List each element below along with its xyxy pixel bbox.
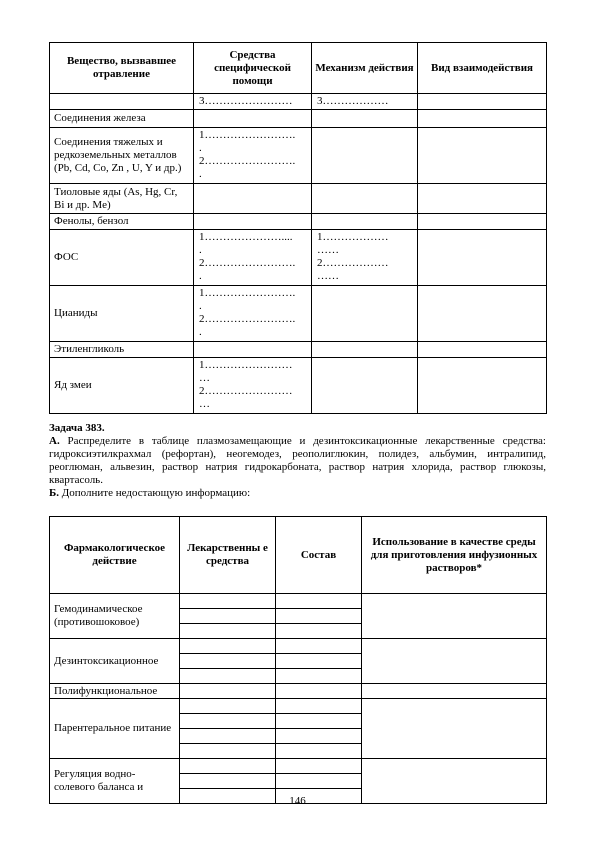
substance-cell: Тиоловые яды (As, Hg, Cr, Bi и др. Me) — [50, 184, 194, 214]
means-cell — [194, 342, 312, 358]
table-cell — [276, 744, 362, 759]
table-cell — [276, 624, 362, 639]
header-composition: Состав — [276, 517, 362, 594]
group-label: Парентеральное питание — [50, 699, 180, 759]
mechanism-cell — [312, 214, 418, 230]
interaction-cell — [418, 230, 547, 286]
mechanism-cell — [312, 358, 418, 414]
table-cell — [276, 594, 362, 609]
table-cell — [180, 609, 276, 624]
substance-cell: Соединения железа — [50, 110, 194, 128]
table-cell — [180, 744, 276, 759]
part-a-label: А. — [49, 435, 60, 447]
table-row — [50, 699, 547, 714]
table-row — [50, 639, 547, 654]
group-label: Полифункциональное — [50, 684, 180, 699]
substance-cell: ФОС — [50, 230, 194, 286]
header-interaction: Вид взаимодействия — [418, 43, 547, 94]
means-cell: 1………………….... . 2……………………. . — [194, 230, 312, 286]
means-cell — [194, 184, 312, 214]
interaction-cell — [418, 110, 547, 128]
table-row — [50, 594, 547, 609]
table-cell — [180, 669, 276, 684]
table-cell — [180, 759, 276, 774]
table-cell — [276, 639, 362, 654]
table-cell — [180, 714, 276, 729]
interaction-cell — [418, 286, 547, 342]
table-row — [50, 110, 547, 128]
mechanism-cell — [312, 286, 418, 342]
table-cell — [276, 654, 362, 669]
interaction-cell — [418, 128, 547, 184]
table-row — [50, 684, 547, 699]
substance-cell: Цианиды — [50, 286, 194, 342]
antidote-table — [49, 42, 547, 414]
page-number: 146 — [289, 795, 306, 807]
table-cell — [276, 699, 362, 714]
header-drugs: Лекарственны е средства — [180, 517, 276, 594]
table-cell — [276, 714, 362, 729]
interaction-cell — [418, 342, 547, 358]
means-cell: 1……………………. . 2……………………. . — [194, 286, 312, 342]
table-cell: 3……………… — [312, 94, 418, 110]
table-row — [50, 342, 547, 358]
part-a-text: Распределите в таблице плазмозамещающие и дезинтоксикационные лекарственные средства: гидроксиэтилкрахмал (рефортан), неогемодез, реополиглюкин, полидез, альбумин, интралипид, реоглюман, альвезин, раствор натрия гидрокарбоната, раствор натрия хлорида, раствор глюкозы, квартасоль. — [49, 435, 546, 486]
means-cell: 1…………………… … 2…………………… … — [194, 358, 312, 414]
table-cell — [180, 624, 276, 639]
table-cell — [276, 759, 362, 774]
table-cell — [276, 684, 362, 699]
table-row — [50, 230, 547, 286]
substance-cell: Соединения тяжелых и редкоземельных металлов (Pb, Cd, Co, Zn , U, Y и др.) — [50, 128, 194, 184]
interaction-cell — [418, 184, 547, 214]
header-action: Фармакологическое действие — [50, 517, 180, 594]
task-title: Задача 383. — [49, 422, 105, 434]
task-part-a — [49, 435, 546, 487]
table-cell — [362, 594, 547, 639]
group-label: Гемодинамическое (противошоковое) — [50, 594, 180, 639]
table-cell — [180, 729, 276, 744]
group-label: Регуляция водно-солевого баланса и — [50, 759, 180, 804]
substance-cell: Яд змеи — [50, 358, 194, 414]
task-part-b — [49, 487, 546, 500]
header-usage: Использование в качестве среды для приготовления инфузионных растворов* — [362, 517, 547, 594]
part-b-label: Б. — [49, 487, 60, 499]
mechanism-cell — [312, 128, 418, 184]
interaction-cell — [418, 358, 547, 414]
table-cell — [276, 669, 362, 684]
group-label: Дезинтоксикационное — [50, 639, 180, 684]
header-substance: Вещество, вызвавшее отравление — [50, 43, 194, 94]
table-row — [50, 358, 547, 414]
table-cell — [276, 729, 362, 744]
table-cell: 3…………………… — [194, 94, 312, 110]
table-row — [50, 184, 547, 214]
means-cell — [194, 214, 312, 230]
header-mechanism: Механизм действия — [312, 43, 418, 94]
mechanism-cell — [312, 110, 418, 128]
table-cell — [180, 654, 276, 669]
table-cell — [276, 774, 362, 789]
table-cell — [180, 774, 276, 789]
table-cell — [180, 594, 276, 609]
interaction-cell — [418, 214, 547, 230]
means-cell: 1……………………. . 2……………………. . — [194, 128, 312, 184]
table-cell — [362, 684, 547, 699]
table-cell — [418, 94, 547, 110]
table-cell — [276, 609, 362, 624]
mechanism-cell — [312, 342, 418, 358]
table-cell — [180, 639, 276, 654]
table-cell — [180, 684, 276, 699]
mechanism-cell: 1……………… …… 2……………… …… — [312, 230, 418, 286]
substance-cell: Фенолы, бензол — [50, 214, 194, 230]
table-row — [50, 214, 547, 230]
table-cell — [362, 639, 547, 684]
substance-cell: Этиленгликоль — [50, 342, 194, 358]
table-row — [50, 128, 547, 184]
mechanism-cell — [312, 184, 418, 214]
table-cell — [50, 94, 194, 110]
table-cell — [362, 699, 547, 759]
table-row — [50, 286, 547, 342]
part-b-text: Дополните недостающую информацию: — [59, 487, 251, 499]
table-row — [50, 759, 547, 774]
infusion-table — [49, 516, 547, 804]
table-cell — [180, 699, 276, 714]
task-text — [49, 422, 546, 500]
header-means: Средства специфической помощи — [194, 43, 312, 94]
means-cell — [194, 110, 312, 128]
